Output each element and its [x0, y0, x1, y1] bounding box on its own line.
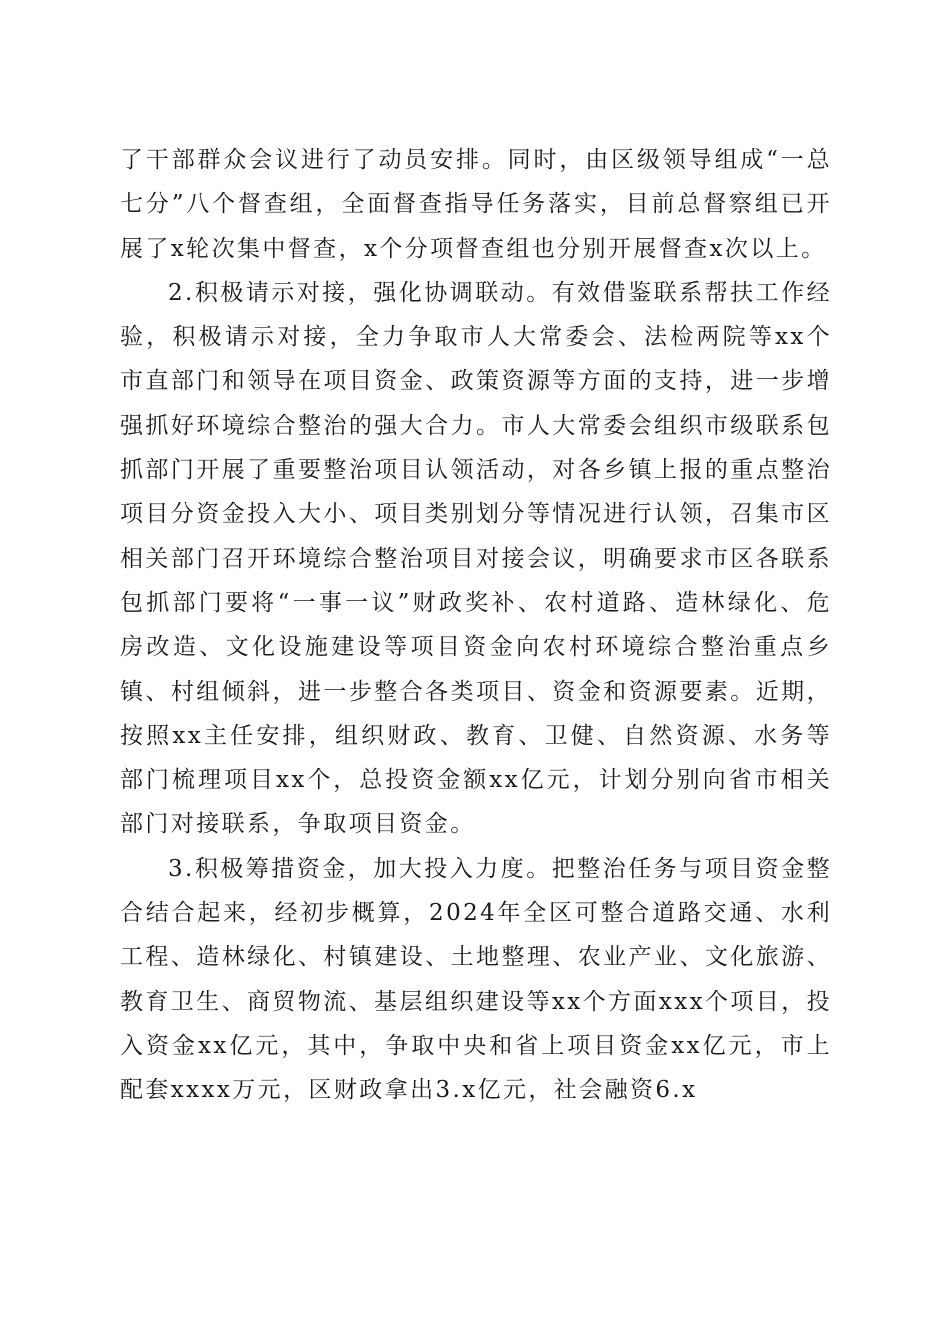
paragraph-continuation: 了干部群众会议进行了动员安排。同时，由区级领导组成“一总七分”八个督查组，全面督查指导任务落实，目前总督察组已开展了x轮次集中督查，x个分项督查组也分别开展督查x次以上。	[120, 147, 832, 262]
paragraph-item-2: 2.积极请示对接，强化协调联动。有效借鉴联系帮扶工作经验，积极请示对接，全力争取市人大常委会、法检两院等xx个市直部门和领导在项目资金、政策资源等方面的支持，进一步增强抓好环境综合整治的强大合力。市人大常委会组织市级联系包抓部门开展了重要整治项目认领活动，对各乡镇上报的重点整治项目分资金投入大小、项目类别划分等情况进行认领，召集市区相关部门召开环境综合整治项目对接会议，明确要求市区各联系包抓部门要将“一事一议”财政奖补、农村道路、造林绿化、危房改造、文化设施建设等项目资金向农村环境综合整治重点乡镇、村组倾斜，进一步整合各类项目、资金和资源要素。近期，按照xx主任安排，组织财政、教育、卫健、自然资源、水务等部门梳理项目xx个，总投资金额xx亿元，计划分别向省市相关部门对接联系，争取项目资金。	[120, 279, 832, 838]
document-body	[120, 138, 832, 1113]
paragraph-item-3: 3.积极筹措资金，加大投入力度。把整治任务与项目资金整合结合起来，经初步概算，2024年全区可整合道路交通、水利工程、造林绿化、村镇建设、土地整理、农业产业、文化旅游、教育卫生、商贸物流、基层组织建设等xx个方面xxx个项目，投入资金xx亿元，其中，争取中央和省上项目资金xx亿元，市上配套xxxx万元，区财政拿出3.x亿元，社会融资6.x	[120, 855, 832, 1104]
